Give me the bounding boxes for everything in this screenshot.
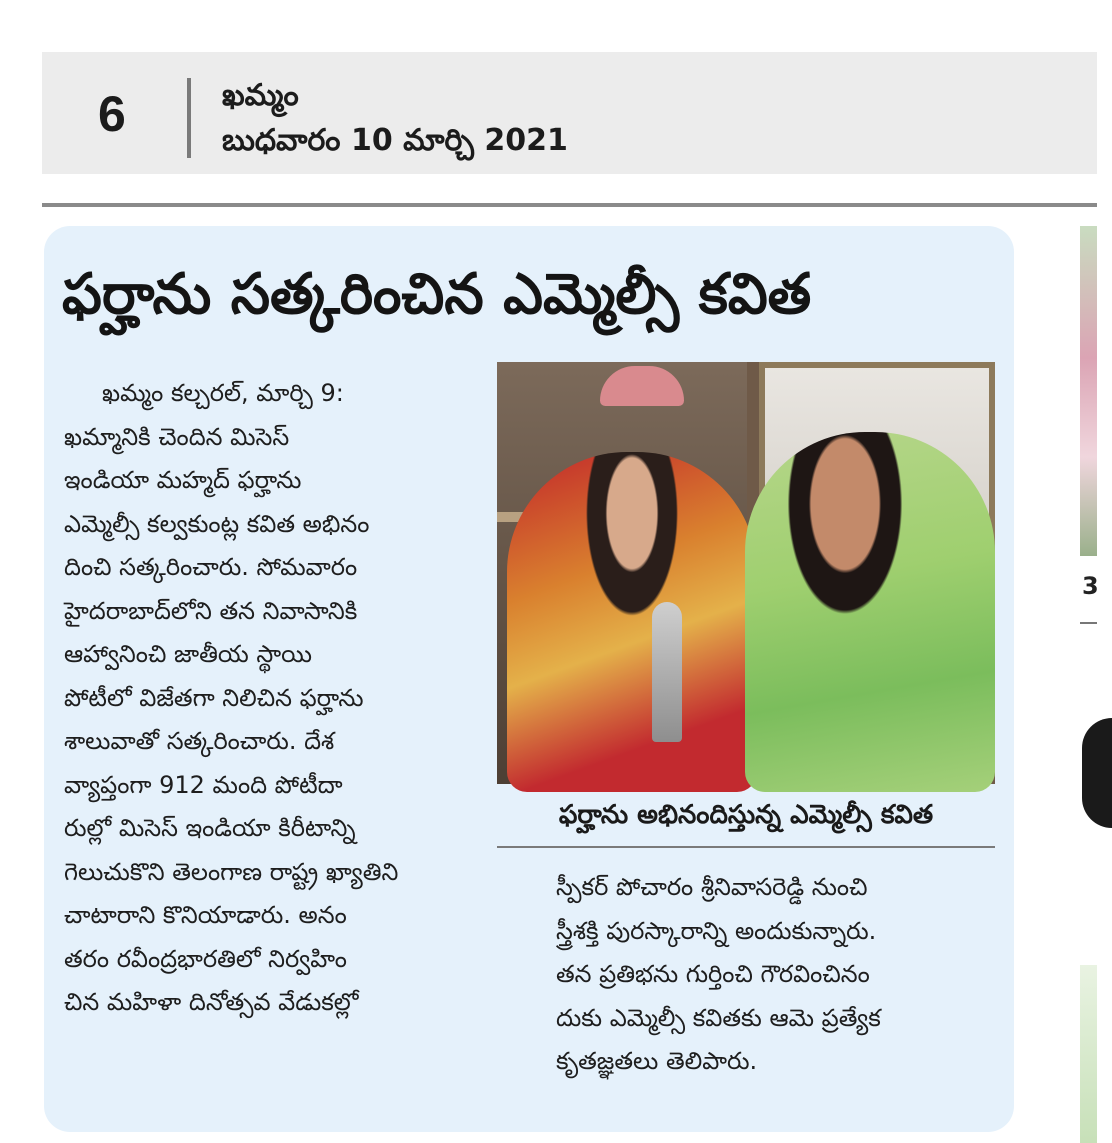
body-line: తన ప్రతిభను గుర్తించి గౌరవించినం	[556, 960, 870, 988]
side-image-fragment	[1082, 718, 1112, 828]
header-divider	[187, 78, 191, 158]
trophy-icon	[652, 602, 682, 742]
article-photo	[497, 362, 995, 784]
body-line: శాలువాతో సత్కరించారు. దేశ	[64, 727, 335, 755]
article-left-column	[64, 372, 494, 1025]
edition-name: ఖమ్మం	[222, 78, 299, 113]
photo-person-crowned	[507, 452, 757, 792]
body-line: ఎమ్మెల్సీ కల్వకుంట్ల కవిత అభినం	[64, 509, 370, 538]
side-text-fragment: 3	[1082, 572, 1099, 600]
body-line: వ్యాప్తంగా 912 మంది పోటీదా	[64, 770, 343, 799]
body-line: ఖమ్మం కల్చరల్, మార్చి 9:	[102, 379, 344, 407]
body-line: చాటారాని కొనియాడారు. అనం	[64, 901, 347, 929]
body-line: తరం రవీంద్రభారతిలో నిర్వహిం	[64, 944, 347, 973]
side-photo-fragment-2	[1080, 965, 1097, 1143]
caption-rule	[497, 846, 995, 848]
body-line: హైదరాబాద్‌లోని తన నివాసానికి	[64, 596, 358, 625]
body-line: దుకు ఎమ్మెల్సీ కవితకు ఆమె ప్రత్యేక	[556, 1003, 881, 1032]
body-line: దించి సత్కరించారు. సోమవారం	[64, 553, 358, 581]
article-headline: ఫర్హాను సత్కరించిన ఎమ్మెల్సీ కవిత	[62, 262, 812, 327]
body-line: చిన మహిళా దినోత్సవ వేడుకల్లో	[64, 988, 359, 1016]
photo-caption: ఫర్హాను అభినందిస్తున్న ఎమ్మెల్సీ కవిత	[558, 800, 934, 830]
body-line: కృతజ్ఞతలు తెలిపారు.	[556, 1047, 758, 1075]
body-line: స్త్రీశక్తి పురస్కారాన్ని అందుకున్నారు.	[556, 916, 877, 945]
body-line: ఇండియా మహ్మద్ ఫర్హాను	[64, 466, 302, 494]
body-line: ఖమ్మానికి చెందిన మిసెస్	[64, 422, 290, 451]
body-line: ఆహ్వానించి జాతీయ స్థాయి	[64, 640, 312, 668]
body-line: గెలుచుకొని తెలంగాణ రాష్ట్ర ఖ్యాతిని	[64, 857, 399, 886]
photo-person-saree	[745, 432, 995, 792]
side-photo-fragment	[1080, 226, 1097, 556]
body-line: రుల్లో మిసెస్ ఇండియా కిరీటాన్ని	[64, 814, 356, 842]
body-line: స్పీకర్ పోచారం శ్రీనివాసరెడ్డి నుంచి	[556, 873, 868, 901]
page-header-band	[42, 52, 1097, 174]
body-line: పోటీలో విజేతగా నిలిచిన ఫర్హాను	[64, 683, 364, 712]
top-rule	[42, 203, 1097, 207]
edition-date: బుధవారం 10 మార్చి 2021	[222, 123, 568, 158]
article-right-column	[556, 866, 1004, 1084]
side-rule	[1080, 622, 1097, 624]
page-number: 6	[98, 86, 126, 142]
